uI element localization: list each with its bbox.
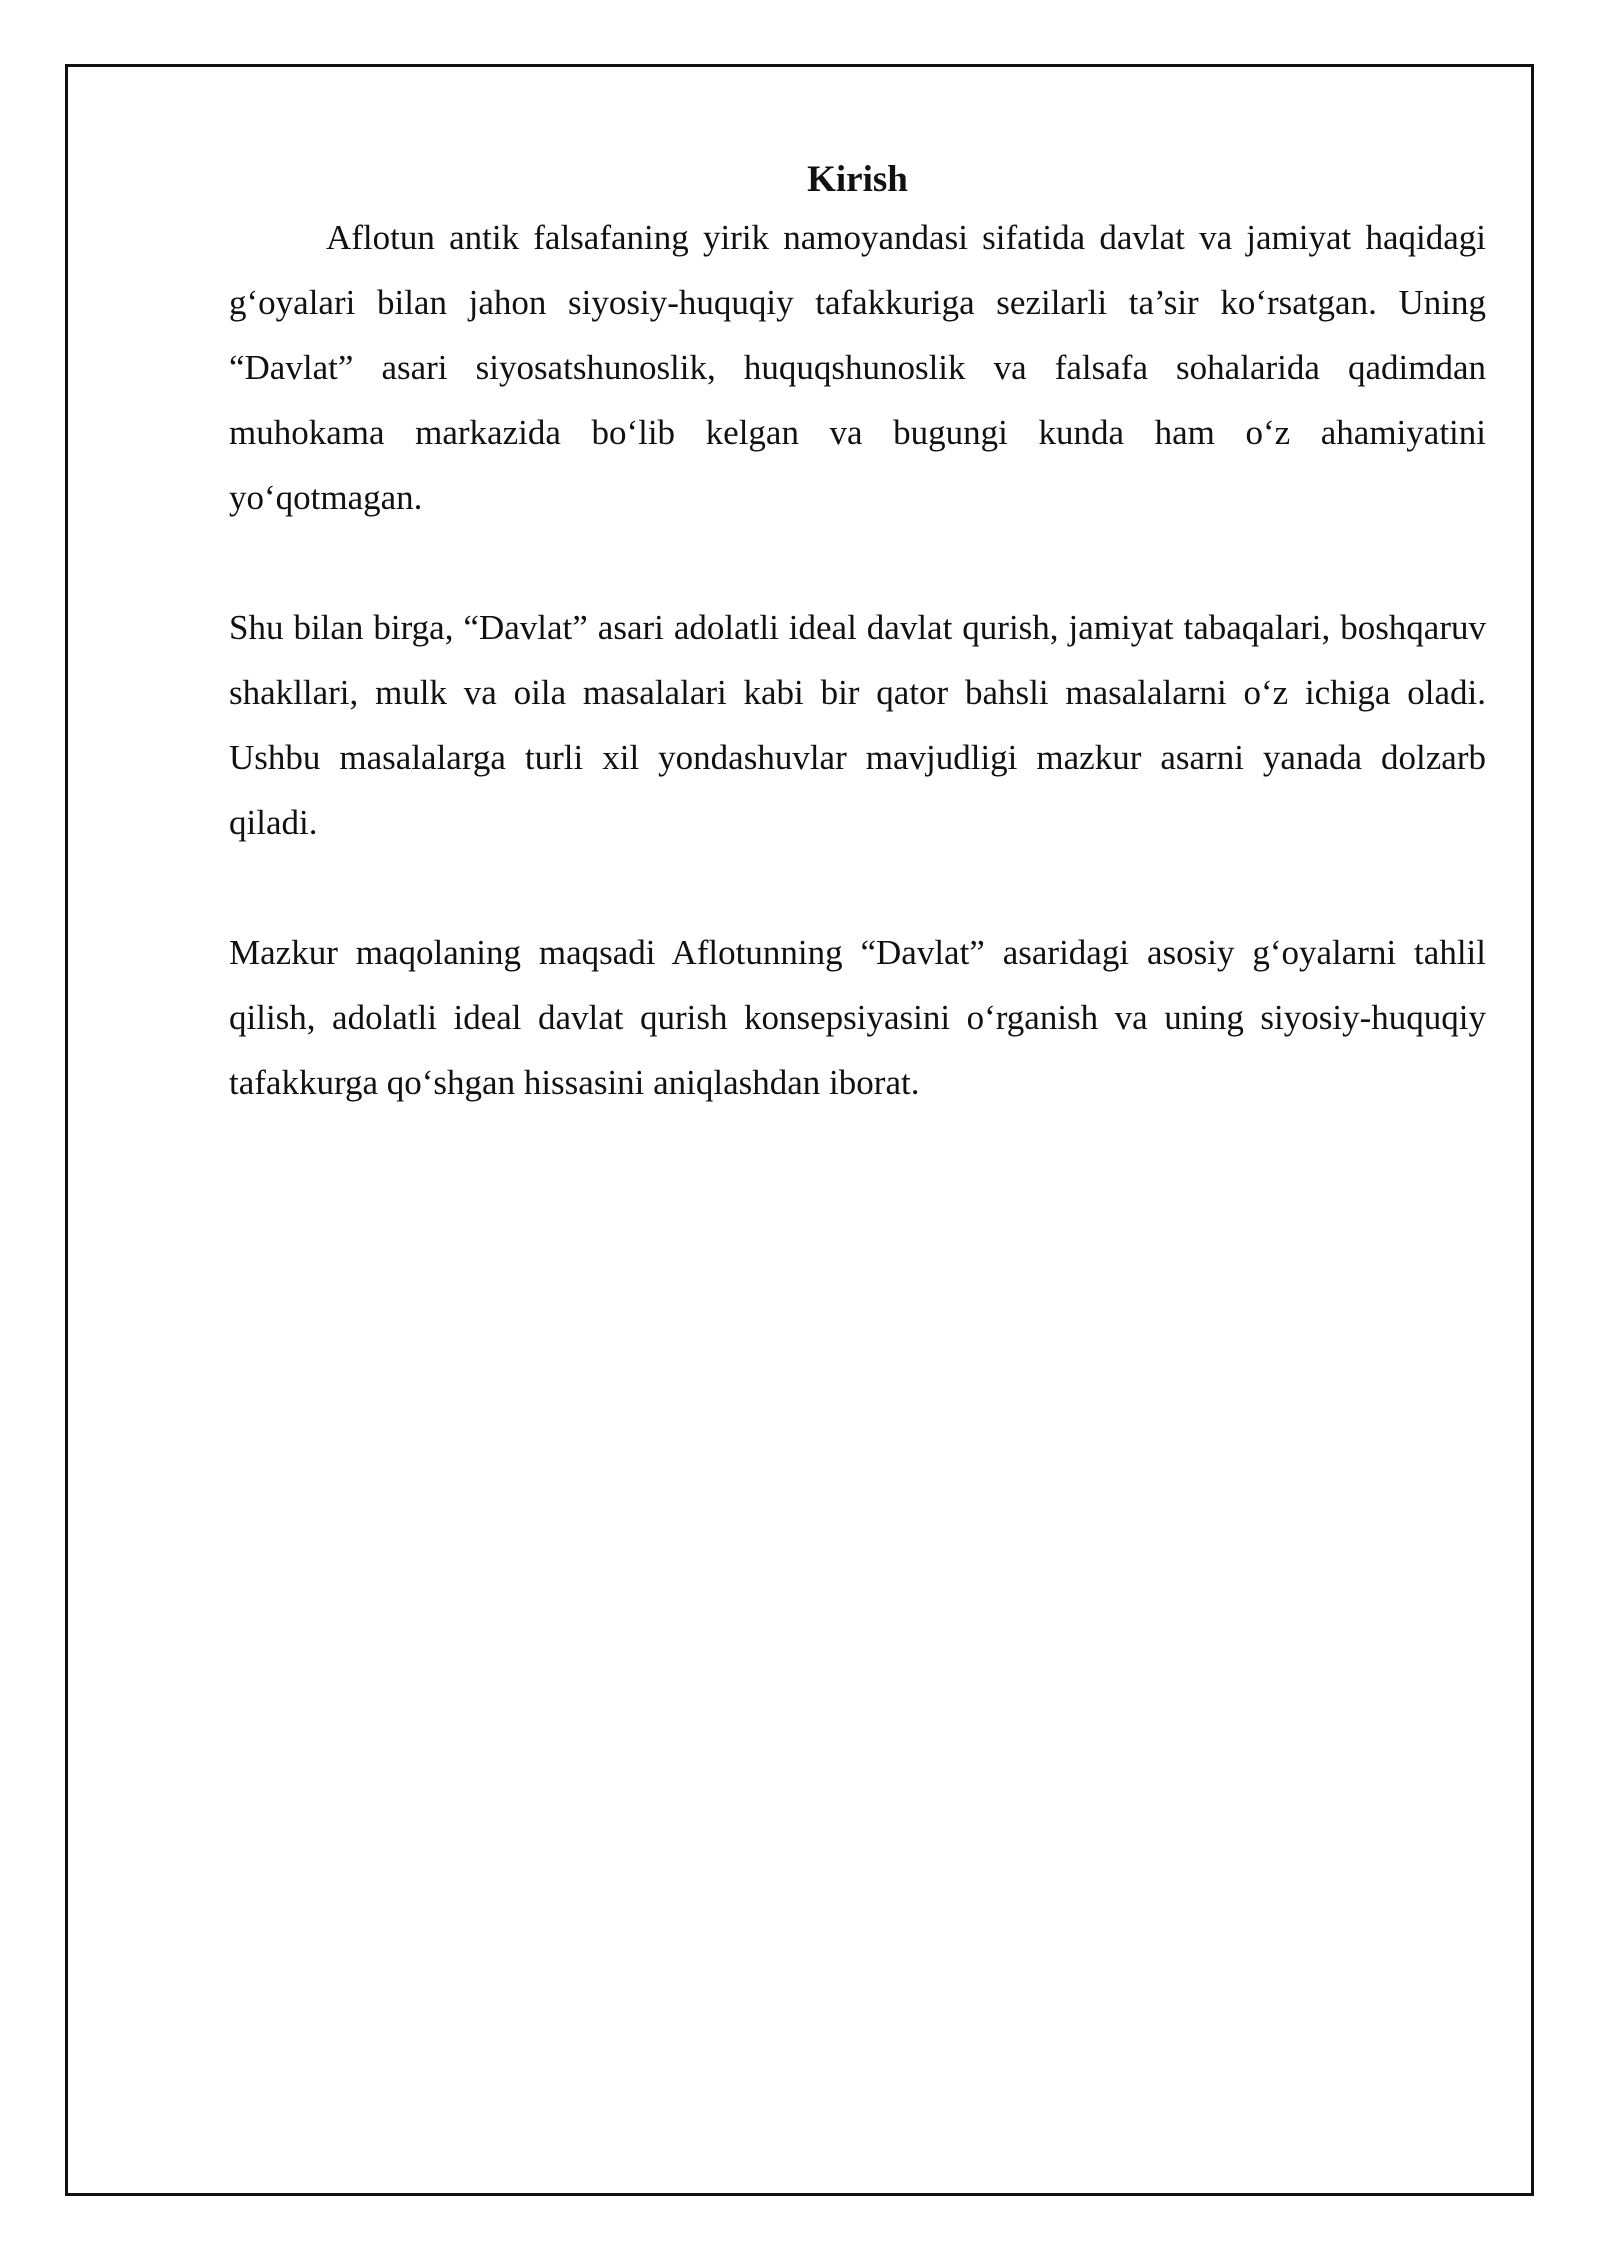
paragraph-intro: Aflotun antik falsafaning yirik namoyandasi sifatida davlat va jamiyat haqidagi g‘oyalari bilan jahon siyosiy-huquqiy tafakkuriga sezilarli ta’sir ko‘rsatgan. Uning “Davlat” asari siyosatshunoslik, huquqshunoslik va falsafa sohalarida qadimdan muhokama markazida bo‘lib kelgan va bugungi kunda ham o‘z ahamiyatini yo‘qotmagan.	[229, 218, 1486, 517]
document-body	[229, 150, 1486, 1115]
document-title: Kirish	[807, 159, 908, 200]
paragraph-purpose: Mazkur maqolaning maqsadi Aflotunning “Davlat” asaridagi asosiy g‘oyalarni tahlil qilish, adolatli ideal davlat qurish konsepsiyasini o‘rganish va uning siyosiy-huquqiy tafakkurga qo‘shgan hissasini aniqlashdan iborat.	[229, 933, 1486, 1102]
paragraph-issues: Shu bilan birga, “Davlat” asari adolatli ideal davlat qurish, jamiyat tabaqalari, boshqaruv shakllari, mulk va oila masalalari kabi bir qator bahsli masalalarni o‘z ichiga oladi. Ushbu masalalarga turli xil yondashuvlar mavjudligi mazkur asarni yanada dolzarb qiladi.	[229, 608, 1486, 842]
